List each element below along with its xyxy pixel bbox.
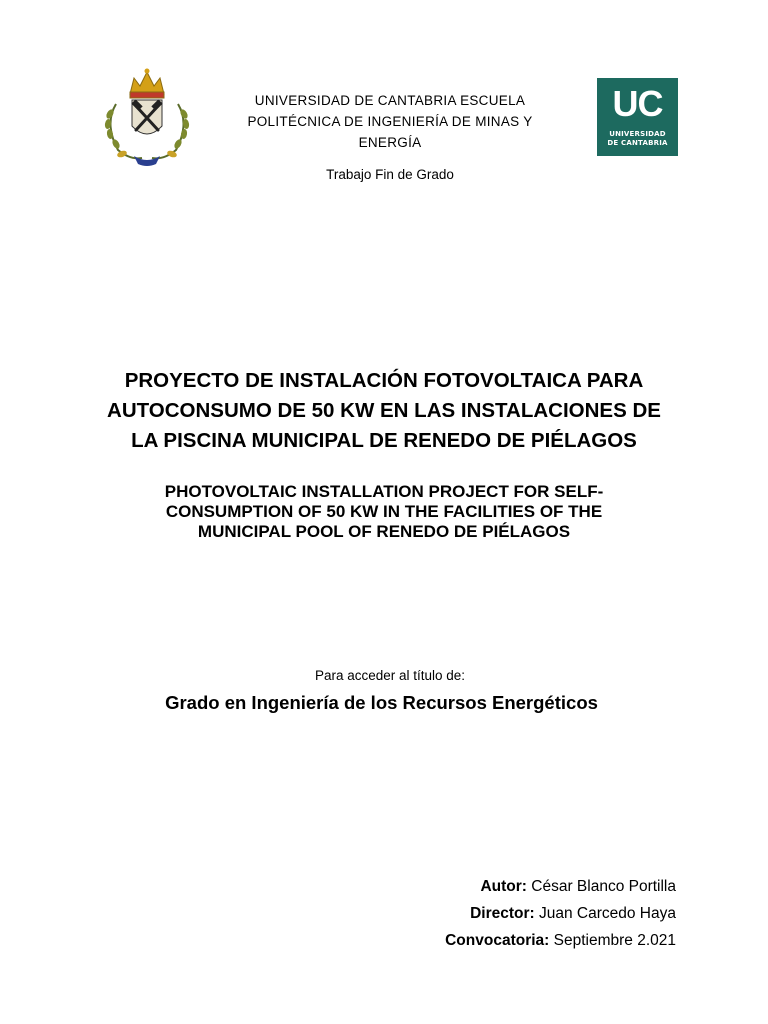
degree-name: Grado en Ingeniería de los Recursos Energéticos [165, 692, 598, 713]
author-label: Autor: [480, 878, 527, 895]
title-english [80, 482, 688, 542]
title-spanish [60, 366, 708, 456]
director-line [470, 905, 676, 923]
uc-logo-caption-line1: UNIVERSIDAD [609, 130, 666, 138]
title-english-line: MUNICIPAL POOL OF RENEDO DE PIÉLAGOS [197, 522, 571, 541]
title-spanish-line: LA PISCINA MUNICIPAL DE RENEDO DE PIÉLAGOS [131, 429, 637, 452]
university-line: ENERGÍA [358, 135, 422, 150]
call-line [445, 932, 676, 950]
call-label: Convocatoria: [445, 932, 550, 949]
access-label: Para acceder al título de: [314, 668, 466, 683]
call-value: Septiembre 2.021 [553, 932, 676, 949]
mining-school-crest-icon [96, 64, 198, 168]
uc-logo [597, 78, 678, 156]
university-name [240, 90, 540, 153]
uc-logo-caption [607, 130, 667, 148]
author-name: César Blanco Portilla [531, 878, 676, 895]
title-spanish-line: PROYECTO DE INSTALACIÓN FOTOVOLTAICA PARA [124, 369, 644, 392]
uc-logo-caption-line2: DE CANTABRIA [607, 139, 668, 147]
title-spanish-line: AUTOCONSUMO DE 50 KW EN LAS INSTALACIONES DE [107, 399, 661, 422]
title-english-line: PHOTOVOLTAIC INSTALLATION PROJECT FOR SELF- [164, 482, 604, 501]
university-line: UNIVERSIDAD DE CANTABRIA ESCUELA [254, 93, 526, 108]
degree-type: Trabajo Fin de Grado [326, 167, 454, 182]
title-english-line: CONSUMPTION OF 50 KW IN THE FACILITIES OF THE [165, 502, 603, 521]
uc-logo-letters: UC [612, 83, 663, 124]
director-label: Director: [470, 905, 535, 922]
author-line [480, 878, 676, 896]
university-line: POLITÉCNICA DE INGENIERÍA DE MINAS Y [247, 114, 533, 129]
director-name: Juan Carcedo Haya [539, 905, 676, 922]
